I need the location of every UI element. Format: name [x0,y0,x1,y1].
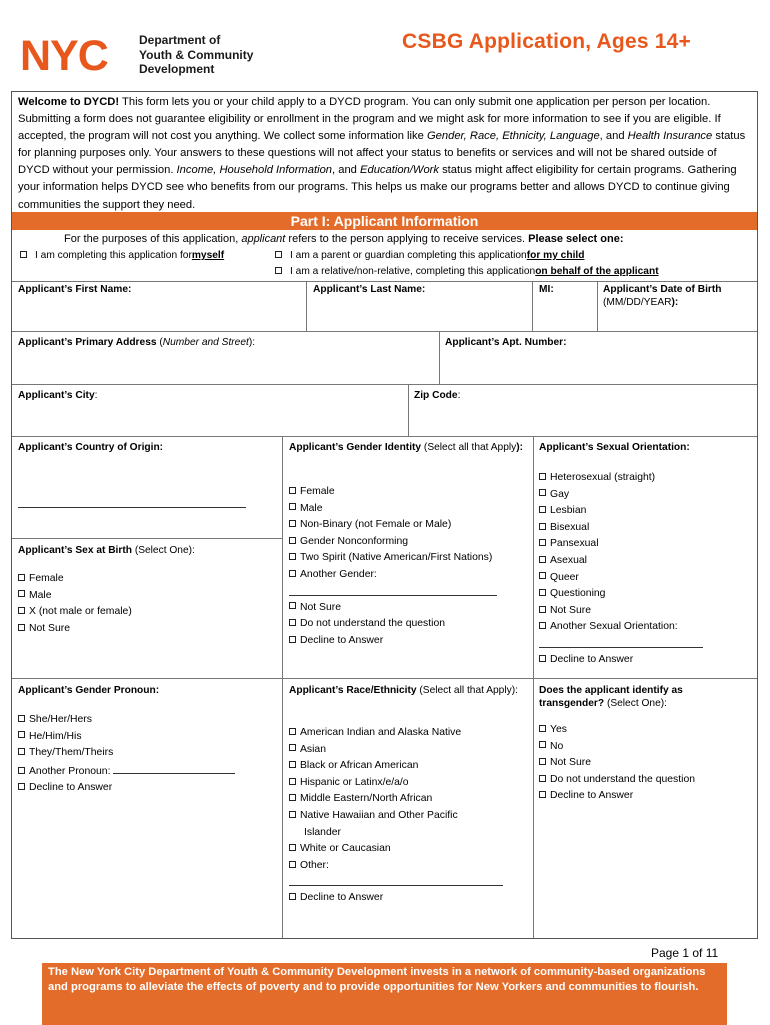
divider [408,384,409,436]
gender-identity-options [289,484,497,649]
checkbox[interactable] [289,602,296,609]
option-label: Lesbian [550,505,587,517]
option-label: Another Sexual Orientation: [550,621,678,633]
option-gender-male[interactable] [289,501,497,518]
address-label: Applicant’s Primary Address [18,337,157,348]
divider [12,538,282,539]
option-label: Middle Eastern/North African [300,793,433,805]
option-gender-not-understand[interactable] [289,616,497,633]
option-gender-not-sure[interactable] [289,600,497,617]
option-label: White or Caucasian [300,843,391,855]
sex-at-birth-label [18,544,195,557]
intro-text-1: This form lets you or your child apply to a DYCD program. You can only submit one application per person per location. Submitting a form does not guarantee eligibility or enrollment in the program and we might ask for more information to see if you are eligible. If accepted, the program will not cost you anything. We collect some information like [18,96,721,143]
intro-italic-1: Gender, Race, Ethnicity, [426,130,547,143]
last-name-field[interactable]: Applicant’s Last Name: [313,284,426,295]
divider [439,331,440,384]
option-orientation-questioning[interactable] [539,586,703,603]
option-label: Not Sure [550,604,592,616]
option-orientation-lesbian[interactable] [539,503,703,520]
apt-number-field[interactable]: Applicant’s Apt. Number: [445,337,567,348]
option-label: Bisexual [550,521,590,533]
checkbox[interactable] [275,267,282,274]
option-orientation-heterosexual[interactable] [539,470,703,487]
checkbox[interactable] [289,537,296,544]
sexual-orientation-label: Applicant’s Sexual Orientation: [539,442,690,453]
option-gender-female[interactable] [289,484,497,501]
checkbox[interactable] [289,636,296,643]
checkbox[interactable] [539,758,546,765]
city-field[interactable] [18,389,97,402]
divider [532,281,533,331]
checkbox[interactable] [289,570,296,577]
option-race-asian[interactable] [289,742,503,759]
option-label: Decline to Answer [29,782,113,794]
dob-colon: ): [671,297,679,308]
intro-text-2: status for planning purposes only. Your answers to these questions will not affect your status to benefits or services and will not be shared outside of DYCD without your permission. [18,130,746,177]
other-race-input-row [289,874,503,890]
option-gender-nonconforming[interactable] [289,534,497,551]
another-orientation-input-row [539,636,703,652]
option-label: Gay [550,488,570,500]
option-orientation-decline[interactable] [539,652,703,669]
checkbox[interactable] [539,741,546,748]
option-sex-not-sure[interactable] [18,621,132,638]
checkbox[interactable] [18,574,25,581]
option-behalf-text: I am a relative/non-relative, completing this application [290,266,536,277]
option-label: Male [29,589,52,601]
option-myself-emphasis: myself [191,250,225,261]
option-label: Islander [304,826,341,838]
divider [12,384,757,385]
checkbox[interactable] [18,731,25,738]
middle-initial-field[interactable]: MI: [539,284,554,295]
option-race-decline[interactable] [289,890,503,907]
checkbox[interactable] [289,761,296,768]
option-label: Decline to Answer [300,634,384,646]
address-hint: Number and Street [162,337,249,348]
checkbox[interactable] [539,489,546,496]
checkbox[interactable] [539,506,546,513]
intro-welcome: Welcome to DYCD! [18,96,120,108]
document-title: CSBG Application, Ages 14+ [402,30,691,53]
intro-text-3: status might affect eligibility for certain programs. Gathering your information helps DYCD see who benefits from our programs. This helps us make our programs better and allows DYCD to continue giving communities the support they need. [18,164,737,211]
option-label: Decline to Answer [550,790,634,802]
gender-identity-close: ): [516,442,524,453]
purpose-select-one: Please select one: [528,233,624,245]
intro-italic-5: Education/Work [360,164,439,177]
option-race-other[interactable] [289,858,503,875]
purpose-applicant: applicant [241,233,286,245]
option-label: No [550,740,564,752]
option-transgender-not-understand[interactable] [539,772,695,789]
option-orientation-asexual[interactable] [539,553,703,570]
race-options [289,725,503,907]
checkbox[interactable] [289,794,296,801]
dob-label: Applicant’s Date of Birth [603,284,722,295]
mission-statement: The New York City Department of Youth & Community Development invests in a network of community-based organizations and programs to alleviate the effects of poverty and to provide opportunities for New Yorkers and communities to flourish. [42,963,727,1025]
option-transgender-yes[interactable] [539,722,695,739]
city-label: Applicant’s City [18,390,95,401]
option-label: Another Gender: [300,568,377,580]
checkbox[interactable] [539,473,546,480]
checkbox[interactable] [289,778,296,785]
option-orientation-bisexual[interactable] [539,520,703,537]
option-label: They/Them/Theirs [29,747,114,759]
dob-format: (MM/DD/YEAR [603,297,672,308]
divider [597,281,598,331]
checkbox[interactable] [539,572,546,579]
option-label: Asian [300,743,326,755]
option-label: Not Sure [29,622,71,634]
checkbox[interactable] [289,893,296,900]
purpose-text-b: refers to the person applying to receive services. [285,233,529,245]
option-race-american-indian[interactable] [289,725,503,742]
checkbox[interactable] [289,520,296,527]
option-sex-x[interactable] [18,604,132,621]
option-label: Native Hawaiian and Other Pacific [300,809,458,821]
option-label: X (not male or female) [29,606,132,618]
option-pronoun-another[interactable] [18,762,235,781]
race-title: Applicant’s Race/Ethnicity [289,685,417,696]
page-number: Page 1 of 11 [651,946,719,960]
option-label: She/Her/Hers [29,714,92,725]
option-sex-male[interactable] [18,588,132,605]
option-race-mena[interactable] [289,791,503,808]
sex-at-birth-options [18,571,132,637]
gender-identity-label [289,441,527,454]
gender-identity-hint: (Select all that Apply [421,442,517,453]
checkbox[interactable] [289,553,296,560]
option-label: Male [300,502,323,514]
another-orientation-input[interactable] [539,636,703,648]
option-pronoun-she[interactable] [18,712,235,729]
checkbox[interactable] [289,861,296,868]
option-label: Pansexual [550,538,599,550]
nyc-logo [20,34,126,74]
option-label: Female [29,573,64,584]
race-ethnicity-label [289,684,527,697]
sex-at-birth-title: Applicant’s Sex at Birth [18,545,132,556]
sexual-orientation-options [539,470,703,669]
city-colon: : [94,390,98,401]
pronoun-options [18,712,235,797]
checkbox[interactable] [289,728,296,735]
zip-label: Zip Code [414,390,458,401]
checkbox[interactable] [275,251,282,258]
dept-line-1: Department of [139,33,221,47]
option-label: He/Him/His [29,730,82,742]
option-label: Decline to Answer [300,892,384,904]
option-pronoun-he[interactable] [18,729,235,746]
country-of-origin-label: Applicant’s Country of Origin: [18,442,164,453]
checkbox[interactable] [289,811,296,818]
option-label: Another Pronoun: [29,765,111,777]
option-label: Not Sure [550,757,592,769]
checkbox[interactable] [289,744,296,751]
checkbox[interactable] [539,606,546,613]
option-label: Asexual [550,554,587,566]
page-header [0,0,770,92]
checkbox[interactable] [539,791,546,798]
option-label: Not Sure [300,601,342,613]
divider [12,281,757,282]
address-paren: ( [156,337,163,348]
option-transgender-decline[interactable] [539,788,695,805]
option-on-behalf[interactable] [275,266,659,277]
checkbox[interactable] [20,251,27,258]
dept-line-3: Development [139,62,215,76]
option-myself-text: I am completing this application for [35,250,192,261]
checkbox[interactable] [18,715,25,722]
option-label: Black or African American [300,760,419,772]
option-sex-female[interactable] [18,571,132,588]
option-race-hispanic[interactable] [289,775,503,792]
option-label: Yes [550,724,567,735]
option-behalf-emphasis: on behalf of the applicant [535,266,659,277]
option-gender-decline[interactable] [289,633,497,650]
option-gender-two-spirit[interactable] [289,550,497,567]
checkbox[interactable] [539,589,546,596]
option-label: Decline to Answer [550,653,634,665]
transgender-options [539,722,695,805]
checkbox[interactable] [18,590,25,597]
gender-pronoun-label: Applicant’s Gender Pronoun: [18,685,160,696]
intro-italic-4: Income, Household Information [176,164,333,177]
checkbox[interactable] [289,503,296,510]
checkbox[interactable] [18,767,25,774]
option-label: Do not understand the question [550,773,695,785]
checkbox[interactable] [539,556,546,563]
date-of-birth-field[interactable] [603,283,721,309]
zip-colon: : [457,390,461,401]
option-race-pacific-islander-cont [289,825,503,842]
divider [12,678,757,679]
option-label: Non-Binary (not Female or Male) [300,519,452,531]
intro-italic-3: Health Insurance [627,130,713,143]
option-race-white[interactable] [289,841,503,858]
transgender-label [539,684,749,710]
divider [533,436,534,938]
option-orientation-not-sure[interactable] [539,603,703,620]
option-child-text: I am a parent or guardian completing this application [290,250,527,261]
checkbox[interactable] [18,607,25,614]
address-close: ): [248,337,256,348]
gender-identity-title: Applicant’s Gender Identity [289,442,422,453]
option-myself[interactable] [20,250,224,261]
another-gender-input[interactable] [289,584,497,596]
checkbox[interactable] [539,539,546,546]
part-1-header: Part I: Applicant Information [12,212,757,230]
checkbox[interactable] [18,748,25,755]
nyc-logo-text: NYC [20,34,108,74]
option-orientation-another[interactable] [539,619,703,636]
primary-address-field[interactable] [18,336,255,349]
option-label: Hispanic or Latinx/e/a/o [300,776,409,788]
other-race-input[interactable] [289,874,503,886]
checkbox[interactable] [289,844,296,851]
option-race-pacific-islander[interactable] [289,808,503,825]
option-label: American Indian and Alaska Native [300,727,462,738]
divider [12,331,757,332]
option-label: Other: [300,859,329,871]
checkbox[interactable] [539,775,546,782]
option-transgender-no[interactable] [539,739,695,756]
option-gender-nonbinary[interactable] [289,517,497,534]
option-label: Two Spirit (Native American/First Nations) [300,552,493,564]
another-pronoun-input[interactable] [113,762,235,774]
transgender-hint: (Select One): [604,698,667,709]
option-label: Queer [550,571,579,583]
transgender-title: Does the applicant identify as transgender? [539,685,683,709]
intro-italic-2: Language [549,130,600,143]
first-name-field[interactable]: Applicant’s First Name: [18,284,132,295]
option-label: Do not understand the question [300,618,445,630]
intro-paragraph [18,94,750,214]
option-orientation-pansexual[interactable] [539,536,703,553]
purpose-text-a: For the purposes of this application, [64,233,242,245]
option-orientation-gay[interactable] [539,487,703,504]
checkbox[interactable] [289,619,296,626]
divider [306,281,307,331]
checkbox[interactable] [18,624,25,631]
checkbox[interactable] [539,523,546,530]
option-for-child[interactable] [275,250,584,261]
checkbox[interactable] [539,655,546,662]
divider [282,436,283,938]
sex-at-birth-hint: (Select One): [131,545,195,556]
option-label: Heterosexual (straight) [550,472,656,483]
another-gender-input-row [289,584,497,600]
option-orientation-queer[interactable] [539,570,703,587]
option-child-emphasis: for my child [526,250,585,261]
divider [12,436,757,437]
zip-code-field[interactable] [414,389,460,402]
checkbox[interactable] [289,487,296,494]
intro-and-2: , and [332,164,361,177]
option-label: Female [300,486,335,497]
option-pronoun-they[interactable] [18,745,235,762]
option-label: Questioning [550,588,606,600]
option-label: Gender Nonconforming [300,535,409,547]
applicant-definition [64,233,624,245]
option-pronoun-decline[interactable] [18,780,235,797]
department-name [139,33,253,77]
country-of-origin-input[interactable] [18,496,246,508]
intro-and: , and [599,130,628,143]
checkbox[interactable] [18,783,25,790]
checkbox[interactable] [539,725,546,732]
option-gender-another[interactable] [289,567,497,584]
checkbox[interactable] [539,622,546,629]
dept-line-2: Youth & Community [139,47,254,62]
option-transgender-not-sure[interactable] [539,755,695,772]
option-race-black[interactable] [289,758,503,775]
race-hint: (Select all that Apply): [416,685,518,696]
